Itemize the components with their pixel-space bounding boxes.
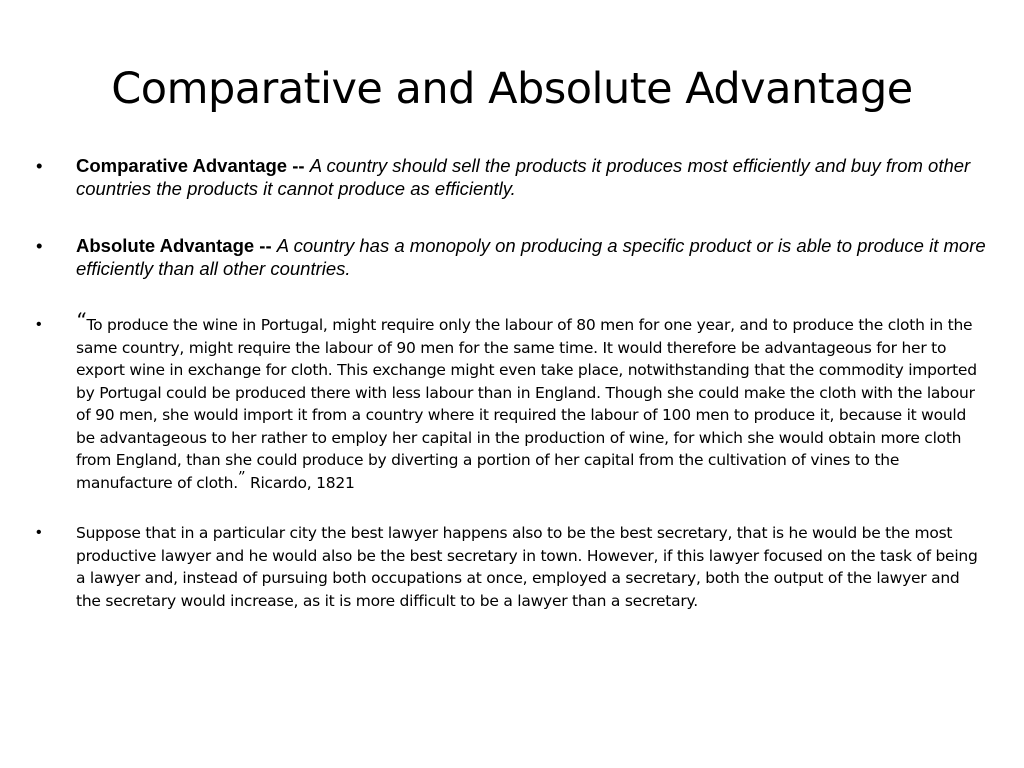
open-quote-mark: “ (76, 309, 87, 333)
bullet-ricardo-quote (36, 309, 988, 494)
slide-title: Comparative and Absolute Advantage (111, 64, 913, 114)
bullet-icon: • (36, 524, 42, 541)
term-label: Comparative Advantage -- (76, 155, 305, 176)
bullet-icon: • (36, 235, 43, 256)
bullet-list (36, 154, 988, 612)
term-label: Absolute Advantage -- (76, 235, 272, 256)
bullet-lawyer-example (36, 522, 988, 612)
quote-attribution: Ricardo, 1821 (249, 473, 355, 492)
example-text: Suppose that in a particular city the best lawyer happens also to be the best secretary, that is he would be the most productive lawyer and he would also be the best secretary in town. However, if this lawyer focused on the task of being a lawyer and, instead of pursuing both occupations at once, employed a secretary, both the output of the lawyer and the secretary would increase, as it is more difficult to be a lawyer than a secretary. (76, 524, 978, 610)
bullet-icon: • (36, 316, 42, 333)
quote-text: To produce the wine in Portugal, might require only the labour of 80 men for one year, and to produce the cloth in the same country, might require the labour of 90 men for the same time. It would therefore be advantageous for her to export wine in exchange for cloth. This exchange might even take place, notwithstanding that the commodity imported by Portugal could be produced there with less labour than in England. Though she could make the cloth with the labour of 90 men, she would import it from a country where it required the labour of 100 men to produce it, because it would be advantageous to her rather to employ her capital in the production of wine, for which she would obtain more cloth from England, than she could produce by diverting a portion of her capital from the cultivation of vines to the manufacture of cloth. (76, 316, 977, 492)
bullet-comparative-advantage (36, 154, 988, 200)
bullet-absolute-advantage (36, 234, 988, 280)
term-definition: A country should sell the products it produces most efficiently and buy from other countries the products it cannot produce as efficiently. (76, 155, 971, 199)
close-quote-mark: ” (237, 467, 246, 486)
bullet-icon: • (36, 155, 43, 176)
term-definition: A country has a monopoly on producing a specific product or is able to produce it more efficiently than all other countries. (76, 235, 986, 279)
